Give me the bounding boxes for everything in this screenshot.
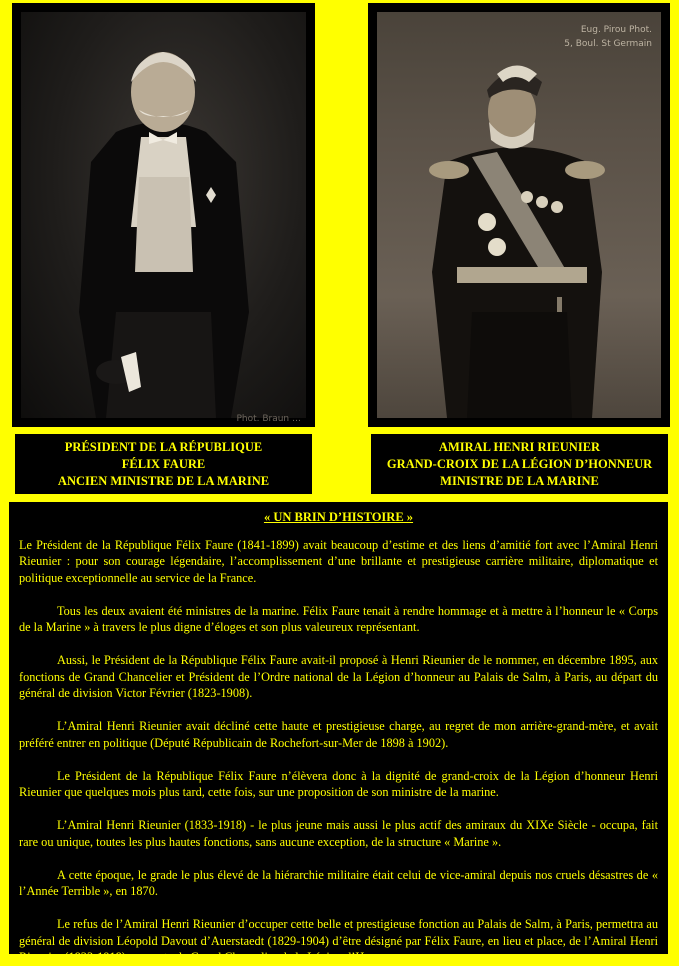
- article-paragraph: Le refus de l’Amiral Henri Rieunier d’occuper cette belle et prestigieuse fonction au Palais de Salm, à Paris, permettra au général de division Léopold Davout d’Auerstaedt (1829-1904) d’être désigné par Félix Faure, en lieu et place, de l’Amiral Henri Rieunier (1833-1918), au poste de Grand Chancelier de la Légion d’Honneur.: [19, 917, 658, 964]
- article-box: [9, 502, 668, 964]
- portrait-photo-felix-faure: [21, 12, 306, 418]
- caption-line: MINISTRE DE LA MARINE: [440, 473, 599, 488]
- caption-line: ANCIEN MINISTRE DE LA MARINE: [57, 473, 270, 488]
- caption-line: FÉLIX FAURE: [121, 456, 206, 471]
- caption-henri-rieunier: [371, 434, 668, 494]
- photo-credit-pirou: [564, 23, 652, 51]
- portrait-frame-felix-faure: [12, 3, 315, 427]
- article-paragraph: A cette époque, le grade le plus élevé de la hiérarchie militaire était celui de vice-amiral depuis nos cruels désastres de « l’Année Terrible », en 1870.: [19, 867, 658, 898]
- caption-line: PRÉSIDENT DE LA RÉPUBLIQUE: [64, 439, 263, 454]
- article-paragraph: Tous les deux avaient été ministres de la marine. Félix Faure tenait à rendre hommage et à mettre à l’honneur le « Corps de la Marine » à travers le plus digne d’éloges et son plus valeureux représentant.: [19, 603, 658, 634]
- portrait-figure-henri-rieunier: [377, 12, 661, 418]
- portrait-frame-henri-rieunier: [368, 3, 670, 427]
- caption-felix-faure: [15, 434, 312, 494]
- photo-credit-braun: Phot. Braun …: [236, 414, 301, 424]
- photo-credit-pirou-line1: Eug. Pirou Phot.: [580, 25, 652, 35]
- article-paragraph: Le Président de la République Félix Faure n’élèvera donc à la dignité de grand-croix de la Légion d’honneur Henri Rieunier que quelques mois plus tard, cette fois, sur une proposition de son ministre de la marine.: [19, 768, 658, 799]
- article-paragraph: L’Amiral Henri Rieunier avait décliné cette haute et prestigieuse charge, au regret de mon arrière-grand-mère, et avait préféré entrer en politique (Député Républicain de Rochefort-sur-Mer de 1898 à 1902).: [19, 719, 658, 750]
- article-paragraph: L’Amiral Henri Rieunier (1833-1918) - le plus jeune mais aussi le plus actif des amiraux du XIXe Siècle - occupa, fait rare ou unique, toutes les plus hautes fonctions, sans aucune exception, de la structure « Marine ».: [19, 818, 658, 849]
- caption-line: GRAND-CROIX DE LA LÉGION D’HONNEUR: [386, 456, 653, 471]
- caption-line: AMIRAL HENRI RIEUNIER: [438, 439, 601, 454]
- photo-credit-pirou-line2: 5, Boul. St Germain: [564, 39, 652, 49]
- article-paragraph: Aussi, le Président de la République Félix Faure avait-il proposé à Henri Rieunier de le nommer, en décembre 1895, aux fonctions de Grand Chancelier et Président de l’Ordre national de la Légion d’honneur au Palais de Salm, à Paris, au départ du général de division Victor Février (1823-1908).: [19, 653, 658, 700]
- article-paragraph: Le Président de la République Félix Faure (1841-1899) avait beaucoup d’estime et des liens d’amitié fort avec l’Amiral Henri Rieunier : pour son courage légendaire, l’accomplissement d’une brillante et prestigieuse carrière militaire, diplomatique et politique exceptionnelle au service de la France.: [19, 537, 658, 585]
- portrait-figure-felix-faure: [21, 12, 306, 418]
- portrait-photo-henri-rieunier: [377, 12, 661, 418]
- article-title: « UN BRIN D’HISTOIRE »: [263, 510, 414, 524]
